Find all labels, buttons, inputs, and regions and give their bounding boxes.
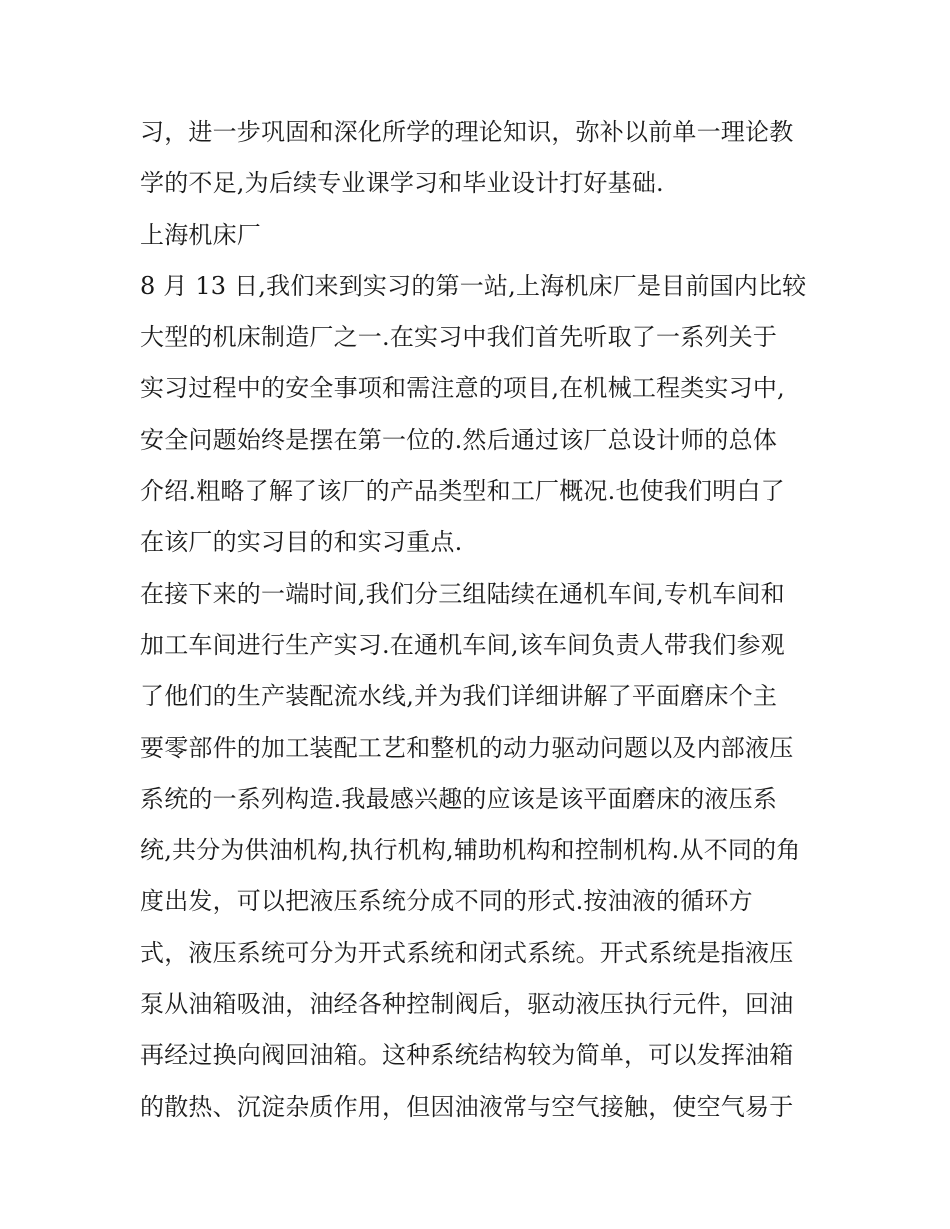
text-line: 度出发，可以把液压系统分成不同的形式.按油液的循环方: [140, 887, 753, 916]
text-line: 学的不足,为后续专业课学习和毕业设计打好基础.: [140, 169, 664, 198]
text-line: 泵从油箱吸油，油经各种控制阀后，驱动液压执行元件，回油: [140, 990, 794, 1019]
text-line: 习，进一步巩固和深化所学的理论知识，弥补以前单一理论教: [140, 118, 794, 146]
text-line: 大型的机床制造厂之一.在实习中我们首先听取了一系列关于: [140, 323, 778, 352]
text-line: 加工车间进行生产实习.在通机车间,该车间负责人带我们参观: [140, 630, 785, 659]
text-line: 了他们的生产装配流水线,并为我们详细讲解了平面磨床个主: [140, 682, 778, 711]
text-line: 的散热、沉淀杂质作用，但因油液常与空气接触，使空气易于: [140, 1092, 794, 1121]
text-line: 统,共分为供油机构,执行机构,辅助机构和控制机构.从不同的角: [140, 836, 801, 865]
text-line: 要零部件的加工装配工艺和整机的动力驱动问题以及内部液压: [140, 733, 794, 762]
text-line: 8 月 13 日,我们来到实习的第一站,上海机床厂是目前国内比较: [140, 271, 807, 300]
text-line: 安全问题始终是摆在第一位的.然后通过该厂总设计师的总体: [140, 425, 778, 454]
text-line: 再经过换向阀回油箱。这种系统结构较为简单，可以发挥油箱: [140, 1041, 794, 1070]
text-line: 系统的一系列构造.我最感兴趣的应该是该平面磨床的液压系: [140, 784, 778, 813]
text-line: 在接下来的一端时间,我们分三组陆续在通机车间,专机车间和: [140, 579, 785, 608]
text-line: 实习过程中的安全事项和需注意的项目,在机械工程类实习中,: [140, 374, 785, 403]
text-line: 在该厂的实习目的和实习重点.: [140, 528, 463, 557]
text-line: 式，液压系统可分为开式系统和闭式系统。开式系统是指液压: [140, 938, 794, 967]
text-line: 介绍.粗略了解了该厂的产品类型和工厂概况.也使我们明白了: [140, 477, 785, 506]
document-body: [140, 107, 820, 1133]
section-heading: 上海机床厂: [140, 220, 261, 249]
